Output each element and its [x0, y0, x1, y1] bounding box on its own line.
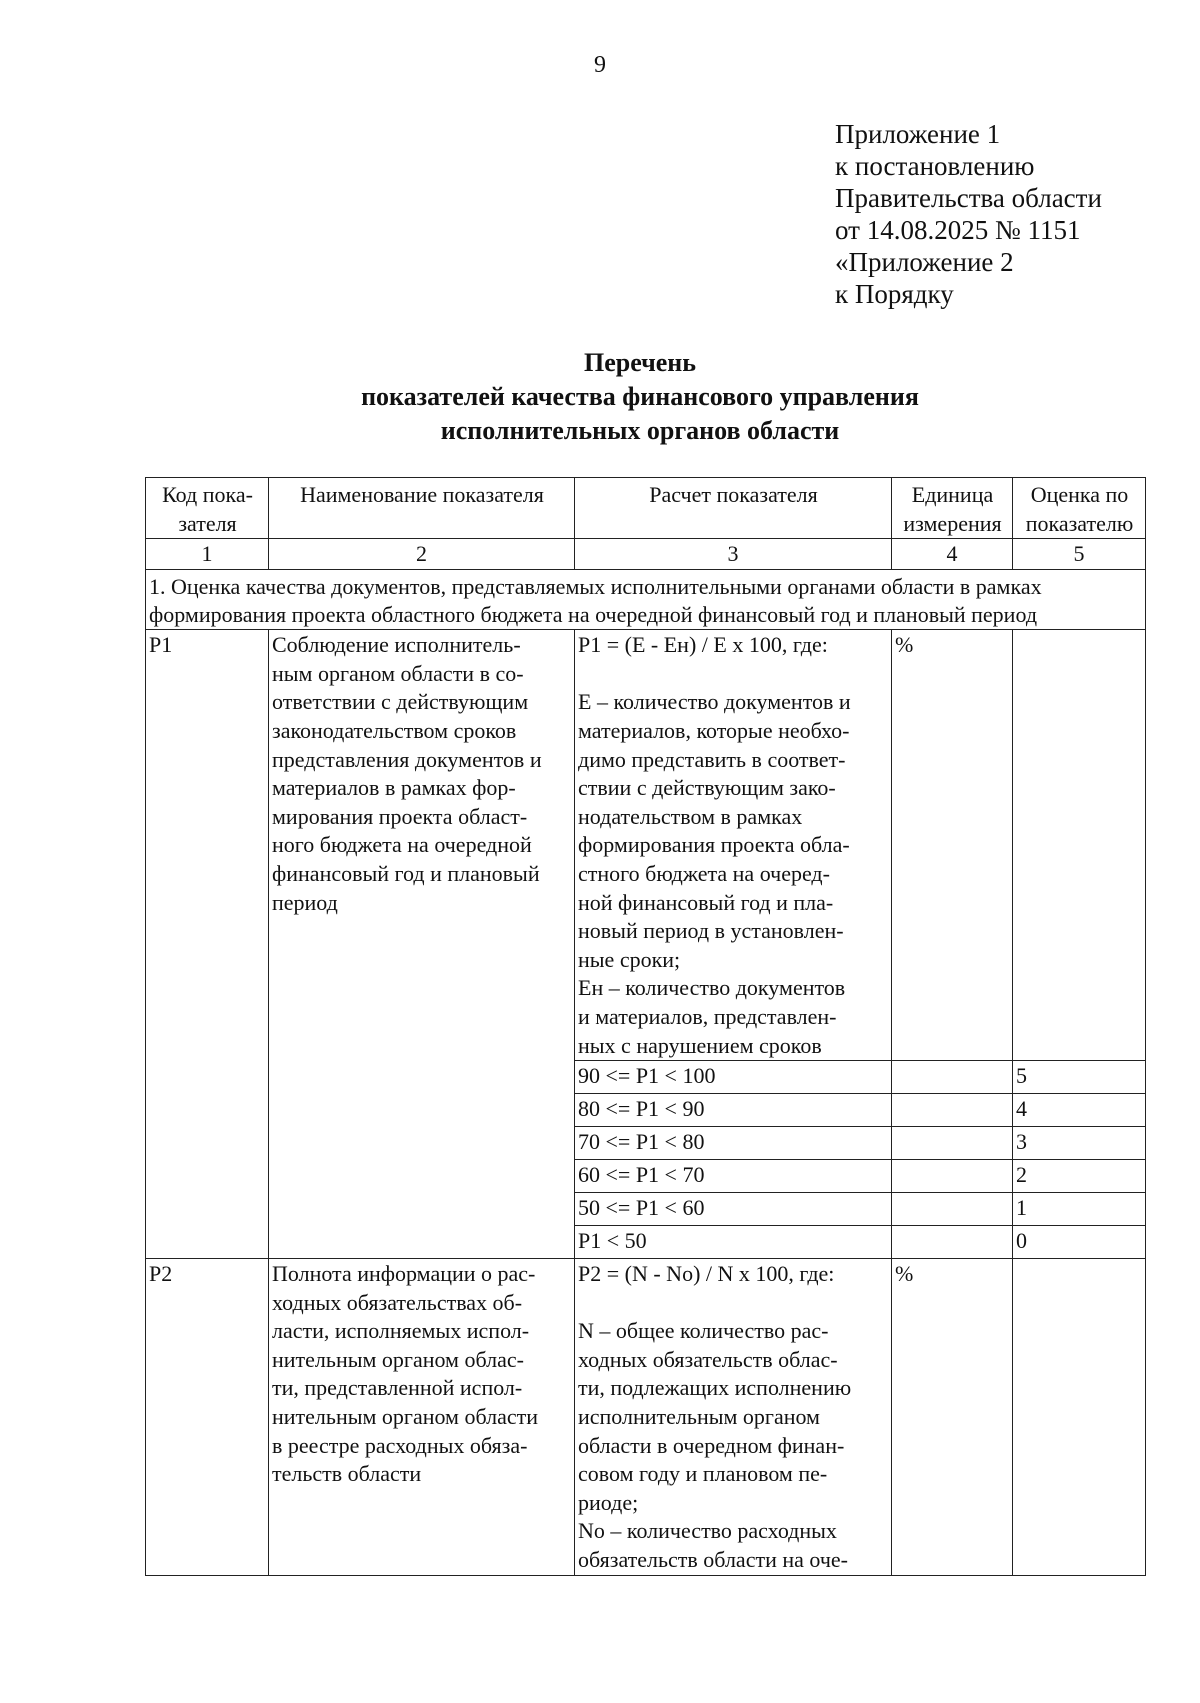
calc-line: Eн – количество документов	[578, 975, 846, 1001]
range-unit	[892, 1127, 1013, 1160]
header-calc: Расчет показателя	[575, 478, 892, 539]
range-condition: P1 < 50	[575, 1226, 892, 1259]
calc-line: ных с нарушением сроков	[578, 1032, 822, 1058]
calc-line: совом году и плановом пе-	[578, 1461, 828, 1487]
appendix-line: «Приложение 2	[835, 247, 1014, 277]
calc-line: E – количество документов и	[578, 689, 851, 715]
header-score	[1013, 478, 1146, 539]
column-number: 1	[146, 539, 269, 570]
section-heading	[146, 570, 1146, 630]
header-code-line: Код пока-	[162, 482, 253, 507]
range-score: 0	[1013, 1226, 1146, 1259]
range-condition: 50 <= P1 < 60	[575, 1193, 892, 1226]
name-line: тельств области	[272, 1461, 422, 1487]
range-score: 5	[1013, 1061, 1146, 1094]
column-number: 3	[575, 539, 892, 570]
calc-line: ствии с действующим зако-	[578, 775, 836, 801]
name-line: в реестре расходных обяза-	[272, 1432, 528, 1458]
section-line: формирования проекта областного бюджета на очередной финансовый год и плановый период	[149, 602, 1038, 628]
appendix-line: от 14.08.2025 № 1151	[835, 215, 1081, 245]
document-title	[0, 346, 1200, 448]
header-code	[146, 478, 269, 539]
calc-line: ходных обязательств облас-	[578, 1346, 838, 1372]
range-condition: 80 <= P1 < 90	[575, 1094, 892, 1127]
range-unit	[892, 1061, 1013, 1094]
calc-line: новый период в установлен-	[578, 918, 844, 944]
name-line: ного бюджета на очередной	[272, 832, 532, 858]
page-number: 9	[594, 52, 606, 78]
indicator-unit: %	[892, 1259, 1013, 1576]
header-name: Наименование показателя	[269, 478, 575, 539]
calc-line: N – общее количество рас-	[578, 1318, 829, 1344]
range-unit	[892, 1226, 1013, 1259]
range-score: 2	[1013, 1160, 1146, 1193]
range-score: 1	[1013, 1193, 1146, 1226]
name-line: представления документов и	[272, 746, 542, 772]
indicator-score	[1013, 630, 1146, 1061]
calc-line: No – количество расходных	[578, 1518, 837, 1544]
section-row	[146, 570, 1146, 630]
indicator-name	[269, 630, 575, 1259]
blank-line	[578, 1289, 889, 1318]
appendix-block	[835, 118, 1102, 310]
name-line: нительным органом области	[272, 1404, 539, 1430]
range-score: 4	[1013, 1094, 1146, 1127]
indicator-name	[269, 1259, 575, 1576]
name-line: Полнота информации о рас-	[272, 1261, 536, 1287]
title-line: исполнительных органов области	[440, 416, 840, 445]
header-unit-line: Единица	[911, 482, 994, 507]
name-line: период	[272, 889, 338, 915]
calc-line: и материалов, представлен-	[578, 1003, 837, 1029]
name-line: законодательством сроков	[272, 717, 517, 743]
range-score: 3	[1013, 1127, 1146, 1160]
name-line: финансовый год и плановый	[272, 860, 540, 886]
indicators-table	[145, 477, 1146, 1576]
indicator-calculation	[575, 1259, 892, 1576]
name-line: ответствии с действующим	[272, 689, 529, 715]
name-line: ным органом области в со-	[272, 660, 524, 686]
indicator-unit: %	[892, 630, 1013, 1061]
calc-line: стного бюджета на очеред-	[578, 860, 830, 886]
calc-line: нодательством в рамках	[578, 803, 803, 829]
calc-line: димо представить в соответ-	[578, 746, 846, 772]
range-condition: 90 <= P1 < 100	[575, 1061, 892, 1094]
name-line: ти, представленной испол-	[272, 1375, 523, 1401]
range-unit	[892, 1193, 1013, 1226]
range-unit	[892, 1160, 1013, 1193]
column-number: 2	[269, 539, 575, 570]
name-line: материалов в рамках фор-	[272, 775, 516, 801]
calc-line: области в очередном финан-	[578, 1432, 845, 1458]
indicator-row-p1	[146, 630, 1146, 1061]
name-line: Соблюдение исполнитель-	[272, 632, 521, 658]
header-score-line: показателю	[1025, 510, 1134, 536]
header-unit	[892, 478, 1013, 539]
calc-line: исполнительным органом	[578, 1404, 820, 1430]
header-unit-line: измерения	[903, 510, 1002, 536]
formula: P2 = (N - No) / N x 100, где:	[578, 1261, 835, 1287]
title-line: показателей качества финансового управления	[361, 382, 919, 411]
indicator-calculation	[575, 630, 892, 1061]
appendix-line: к постановлению	[835, 151, 1035, 181]
column-number: 4	[892, 539, 1013, 570]
range-unit	[892, 1094, 1013, 1127]
appendix-line: Приложение 1	[835, 119, 1001, 149]
name-line: нительным органом облас-	[272, 1346, 524, 1372]
range-condition: 60 <= P1 < 70	[575, 1160, 892, 1193]
indicator-score	[1013, 1259, 1146, 1576]
title-line: Перечень	[583, 348, 697, 377]
blank-line	[578, 660, 889, 689]
calc-line: ные сроки;	[578, 946, 681, 972]
section-line: 1. Оценка качества документов, представляемых исполнительными органами области в рамках	[149, 574, 1042, 600]
indicator-code: P2	[146, 1259, 269, 1576]
appendix-line: к Порядку	[835, 279, 954, 309]
header-row	[146, 478, 1146, 539]
column-number: 5	[1013, 539, 1146, 570]
calc-line: формирования проекта обла-	[578, 832, 850, 858]
calc-line: риоде;	[578, 1489, 639, 1515]
range-condition: 70 <= P1 < 80	[575, 1127, 892, 1160]
calc-line: ной финансовый год и пла-	[578, 889, 834, 915]
header-score-line: Оценка по	[1030, 482, 1129, 507]
name-line: мирования проекта област-	[272, 803, 528, 829]
calc-line: материалов, которые необхо-	[578, 717, 850, 743]
calc-line: обязательств области на оче-	[578, 1547, 848, 1573]
name-line: ходных обязательствах об-	[272, 1289, 523, 1315]
indicator-row-p2	[146, 1259, 1146, 1576]
calc-line: ти, подлежащих исполнению	[578, 1375, 852, 1401]
indicator-code: P1	[146, 630, 269, 1259]
appendix-line: Правительства области	[835, 183, 1102, 213]
column-number-row	[146, 539, 1146, 570]
formula: P1 = (E - Eн) / E x 100, где:	[578, 632, 828, 658]
header-code-line: зателя	[178, 510, 237, 536]
name-line: ласти, исполняемых испол-	[272, 1318, 530, 1344]
